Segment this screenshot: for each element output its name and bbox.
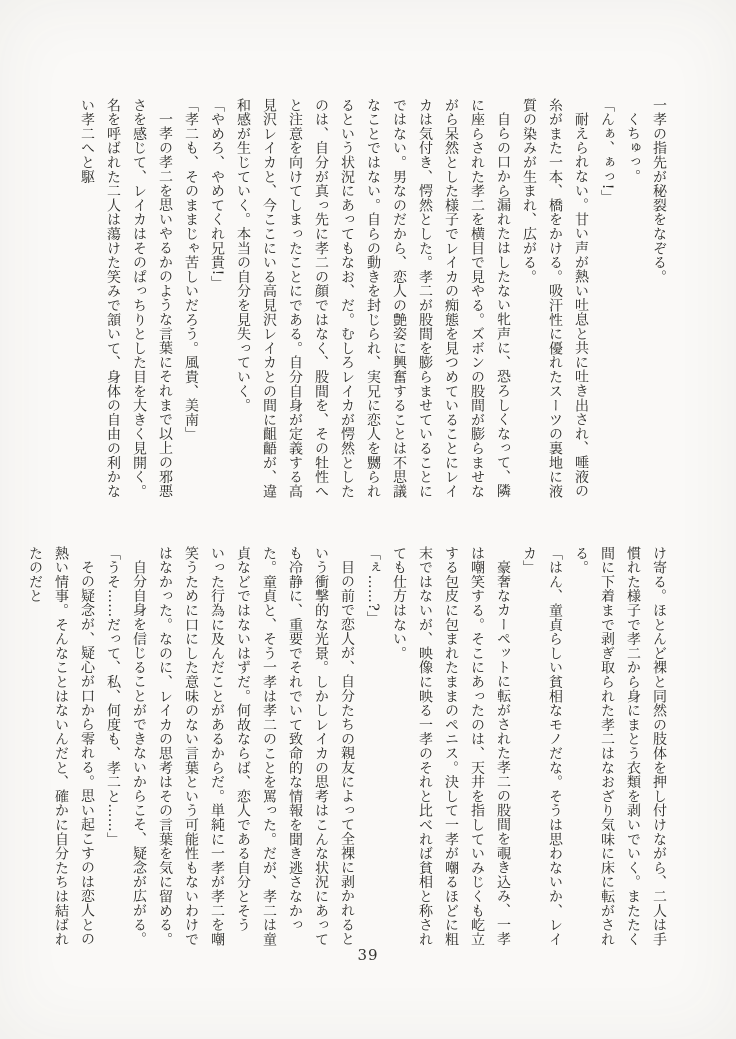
paragraph: 自らの口から漏れたはしたない牝声に、恐ろしくなって、隣に座らされた孝二を横目で見やる。ズボンの股間が膨らませながら呆然とした様子でレイカの痴態を見つめていることにレイカは気付き、愕然とした。孝二が股間を膨らませていることにではない。男なのだから、恋人の艶姿に興奮することは不思議なことではない。自らの動きを封じられ、実兄に恋人を嬲られるという状況にあってもなお、だ。むしろレイカが愕然としたのは、自分が真っ先に孝二の顔ではなく、股間を、その牡性へと注意を向けてしまったことにである。自分自身が定義する高見沢レイカと、今ここにいる高見沢レイカとの間に齟齬が、違和感が生じていく。本当の自分を見失っていく。 — [235, 98, 511, 499]
paragraph: 一孝の指先が秘裂をなぞる。 — [651, 98, 667, 284]
paragraph: 耐えられない。甘い声が熱い吐息と共に吐き出され、唾液の糸がまた一本、橋をかける。吸汗性に優れたスーツの裏地に液質の染みが生まれ、広がる。 — [521, 98, 589, 499]
paragraph: 自分自身を信じることができないからこそ、疑念が広がる。 — [131, 560, 147, 947]
dialogue-paragraph: 「ぇ……?」 — [365, 546, 381, 626]
paragraph: け寄る。ほとんど裸と同然の肢体を押し付けながら、二人は手慣れた様子で孝二から身にまとう衣類を剥いでいく。またたく間に下着まで剥ぎ取られた孝二はなおざり気味に床に転がされる。 — [573, 546, 667, 947]
dialogue-paragraph: 「やめろ、やめてくれ兄貴!」 — [209, 98, 225, 290]
paragraph: 一孝の孝二を思いやるかのような言葉にそれまで以上の邪悪さを感じて、レイカはそのぱっちりとした目を大きく見開く。名を呼ばれた二人は蕩けた笑みで頷いて、身体の自由の利かない孝二へと駆 — [79, 98, 173, 499]
text-block-bottom — [27, 546, 672, 948]
dialogue-paragraph: 「うそ……だって、私、何度も、孝二と……」 — [105, 546, 121, 847]
dialogue-paragraph: 「はん、童貞らしい貧相なモノだな。そうは思わないか、レイカ」 — [521, 546, 563, 947]
paragraph: くちゅっ。 — [625, 112, 641, 184]
paragraph: 目の前で恋人が、自分たちの親友によって全裸に剥かれるという衝撃的な光景。しかしレイカの思考はこんな状況にあっても冷静に、重要でそれでいて致命的な情報を聞き逃さなかった。童貞と、そう一孝は孝二のことを罵った。だが、孝二は童貞などではないはずだ。何故ならば、恋人である自分とそういった行為に及んだことがあるからだ。単純に一孝が孝二を嘲笑うために口にした意味のない言葉という可能性もないわけではなかった。なのに、レイカの思考はその言葉を気に留める。 — [157, 546, 355, 947]
dialogue-paragraph: 「んぁ、ぁっ!」 — [599, 98, 615, 205]
paragraph: 豪奢なカーペットに転がされた孝二の股間を覗き込み、一孝は嘲笑する。そこにあったのは、天井を指していみじくも屹立する包皮に包まれたままのペニス。決して一孝が嘲るほどに粗末ではないが、映像に映る一孝のそれと比べれば貧相と称されても仕方はない。 — [391, 546, 511, 947]
dialogue-paragraph: 「孝二も、そのままじゃ苦しいだろう。風貴、美南」 — [183, 98, 199, 442]
text-block-top — [72, 98, 672, 500]
paragraph: その疑念が、疑心が口から零れる。思い起こすのは恋人との熱い情事。そんなことはないんだと、確かに自分たちは結ばれたのだと — [27, 546, 95, 947]
page-number: 39 — [357, 946, 379, 964]
